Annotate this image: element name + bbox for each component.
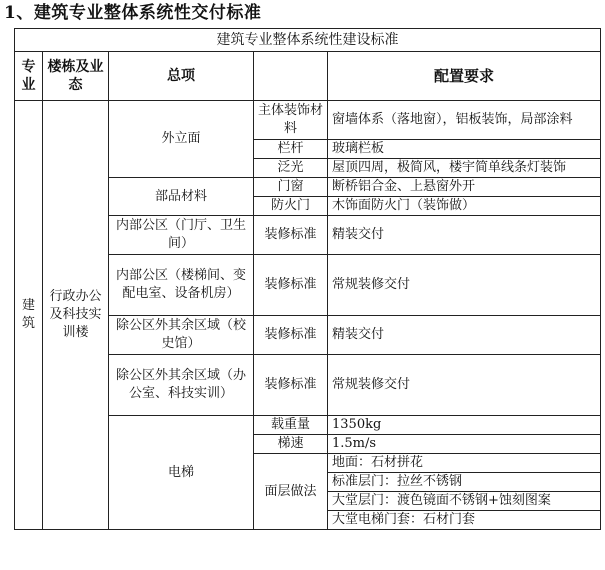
requirement-cell: 木饰面防火门（装饰做） xyxy=(328,197,601,216)
requirement-cell: 玻璃栏板 xyxy=(328,140,601,159)
finish-line: 标准层门：拉丝不锈钢 xyxy=(328,473,601,492)
requirement-cell: 屋顶四周，极简风，楼宇简单线条灯装饰 xyxy=(328,159,601,178)
sub-item: 装修标准 xyxy=(254,316,328,355)
area-item: 除公区外其余区域（办公室、科技实训） xyxy=(109,355,254,416)
header-row xyxy=(15,52,601,101)
facade-item: 外立面 xyxy=(109,101,254,178)
table-title: 建筑专业整体系统性建设标准 xyxy=(15,29,601,52)
area-item: 内部公区（门厅、卫生间） xyxy=(109,216,254,255)
major-cell: 建筑 xyxy=(15,101,43,530)
sub-item: 面层做法 xyxy=(254,454,328,530)
sub-item: 梯速 xyxy=(254,435,328,454)
requirement-cell: 1350kg xyxy=(328,416,601,435)
finish-line: 地面：石材拼花 xyxy=(328,454,601,473)
table-row xyxy=(15,101,601,140)
requirement-cell: 窗墙体系（落地窗），铝板装饰，局部涂料 xyxy=(328,101,601,140)
col-header-major: 专业 xyxy=(15,52,43,101)
requirement-cell: 常规装修交付 xyxy=(328,355,601,416)
finish-line: 大堂层门：渡色镜面不锈钢+蚀刻图案 xyxy=(328,492,601,511)
sub-item: 装修标准 xyxy=(254,255,328,316)
table-title-row xyxy=(15,29,601,52)
requirement-cell: 精装交付 xyxy=(328,316,601,355)
parts-item: 部品材料 xyxy=(109,178,254,216)
finish-line: 大堂电梯门套：石材门套 xyxy=(328,511,601,530)
col-header-blank xyxy=(254,52,328,101)
requirement-cell: 精装交付 xyxy=(328,216,601,255)
col-header-building: 楼栋及业态 xyxy=(43,52,109,101)
sub-item: 装修标准 xyxy=(254,216,328,255)
sub-item: 主体装饰材料 xyxy=(254,101,328,140)
elevator-item: 电梯 xyxy=(109,416,254,530)
document-heading: 1、建筑专业整体系统性交付标准 xyxy=(4,3,262,23)
area-item: 除公区外其余区域（校史馆） xyxy=(109,316,254,355)
sub-item: 载重量 xyxy=(254,416,328,435)
spec-table xyxy=(14,28,601,530)
requirement-cell: 1.5m/s xyxy=(328,435,601,454)
requirement-cell: 断桥铝合金、上悬窗外开 xyxy=(328,178,601,197)
building-cell: 行政办公及科技实训楼 xyxy=(43,101,109,530)
sub-item: 装修标准 xyxy=(254,355,328,416)
col-header-item: 总项 xyxy=(109,52,254,101)
sub-item: 门窗 xyxy=(254,178,328,197)
sub-item: 防火门 xyxy=(254,197,328,216)
sub-item: 泛光 xyxy=(254,159,328,178)
area-item: 内部公区（楼梯间、变配电室、设备机房） xyxy=(109,255,254,316)
col-header-requirement: 配置要求 xyxy=(328,52,601,101)
requirement-cell: 常规装修交付 xyxy=(328,255,601,316)
sub-item: 栏杆 xyxy=(254,140,328,159)
